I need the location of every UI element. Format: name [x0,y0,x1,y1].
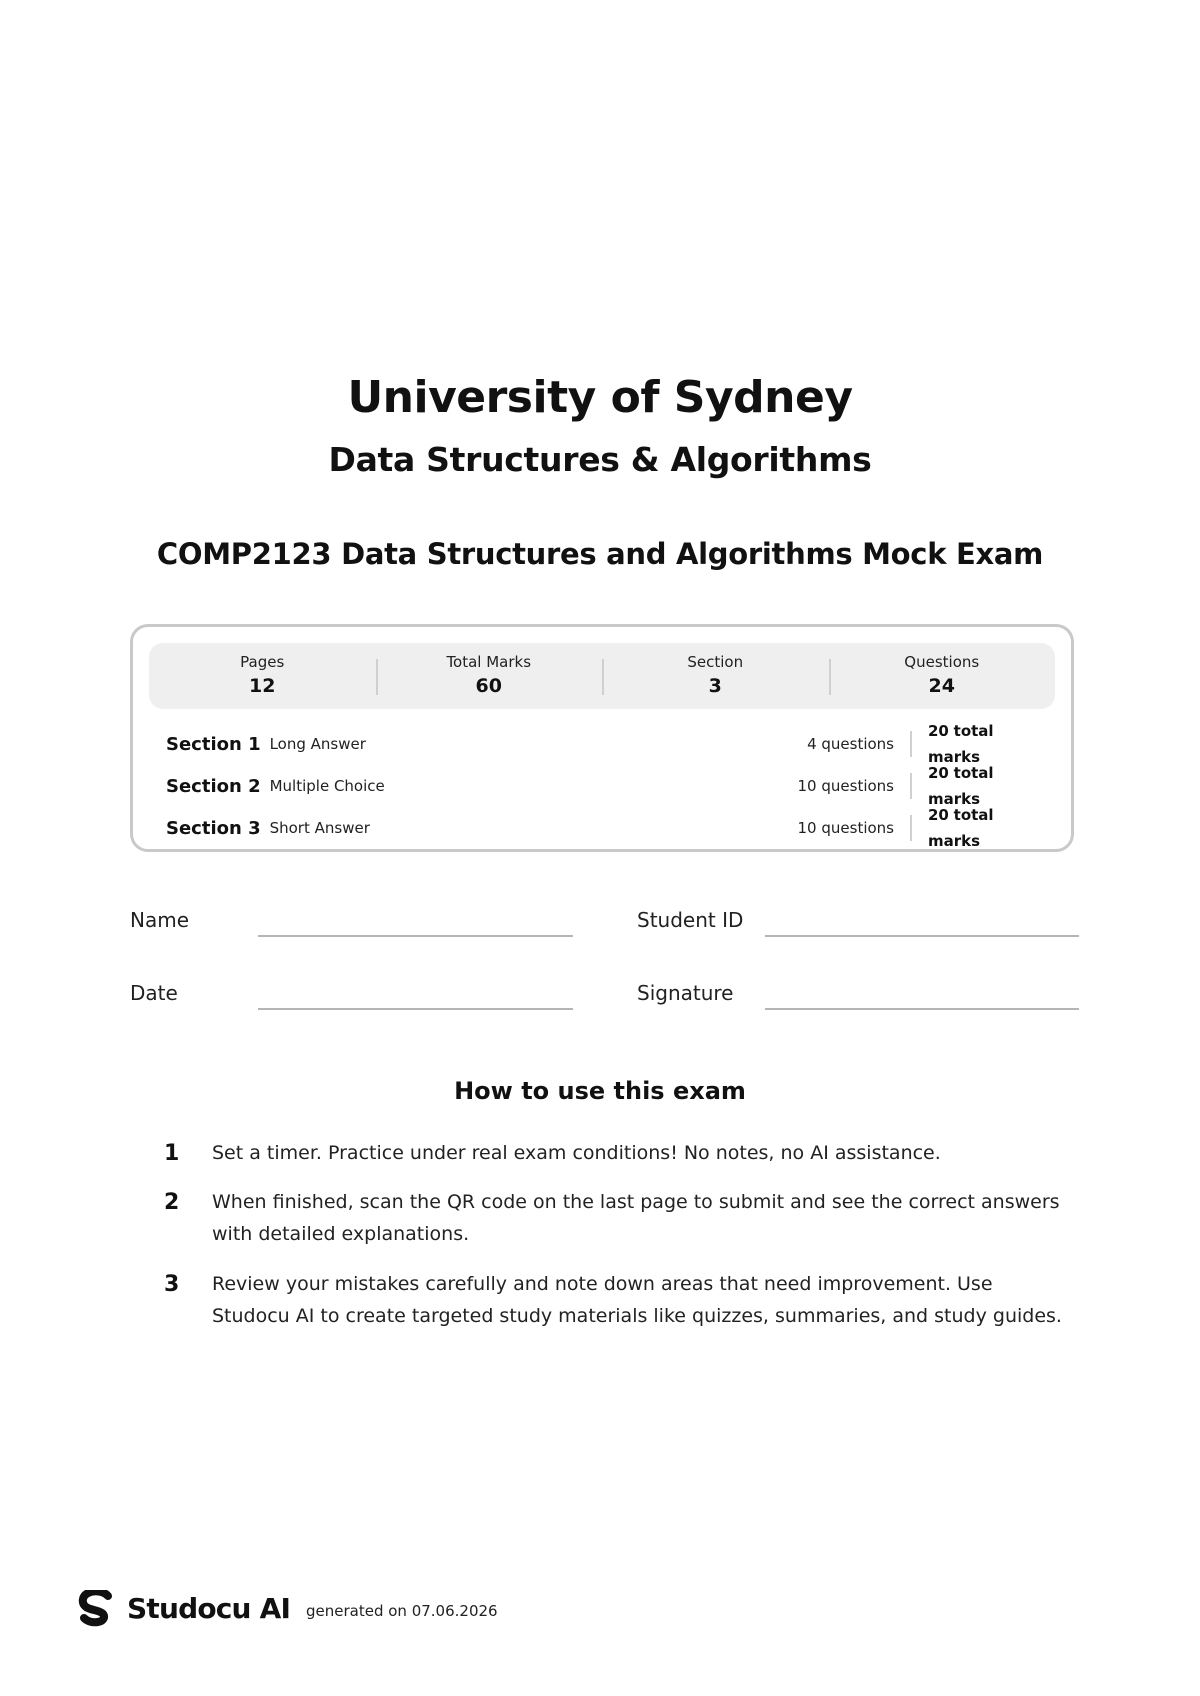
stat-value: 3 [708,675,722,697]
step-number: 2 [164,1190,180,1215]
student-id-field-label: Student ID [637,908,744,932]
section-row-2 [166,764,1038,808]
signature-field-line[interactable] [765,1008,1079,1010]
howto-step-2 [162,1190,1062,1250]
section-question-count: 10 questions [798,773,912,799]
exam-summary-card [130,624,1074,852]
section-row-1 [166,722,1038,766]
footer-generated-date: generated on 07.06.2026 [306,1602,498,1620]
studocu-logo-icon [78,1590,114,1628]
howto-step-3 [162,1272,1062,1332]
section-marks-number: 20 [928,806,949,824]
stat-pages [149,643,376,709]
course-subtitle: Data Structures & Algorithms [328,440,872,479]
date-field-line[interactable] [258,1008,573,1010]
section-question-count: 10 questions [798,815,912,841]
stat-label: Section [687,653,744,671]
signature-field-label: Signature [637,981,734,1005]
stat-label: Pages [240,653,285,671]
name-field-label: Name [130,908,190,932]
section-marks-text: total marks [928,806,994,850]
footer-brand: Studocu AI [127,1592,291,1625]
name-field-line[interactable] [258,935,573,937]
howto-title: How to use this exam [454,1077,746,1105]
section-marks-number: 20 [928,764,949,782]
section-name: Section 3 [166,817,261,839]
step-number: 3 [164,1272,180,1297]
section-marks [912,802,1038,854]
step-number: 1 [164,1141,180,1166]
section-question-count: 4 questions [807,731,912,757]
step-text: Review your mistakes carefully and note down areas that need improvement. Use Studocu AI to create targeted study materials like quizzes, summaries, and study guides. [212,1273,1062,1327]
stats-bar [149,643,1055,709]
stat-total-marks [376,643,603,709]
stat-section [602,643,829,709]
section-marks-text: total marks [928,722,994,766]
stat-questions [829,643,1056,709]
step-text: When finished, scan the QR code on the last page to submit and see the correct answers with detailed explanations. [212,1191,1060,1245]
stat-label: Questions [904,653,980,671]
section-row-3 [166,806,1038,850]
section-type: Multiple Choice [269,777,385,795]
section-marks-number: 20 [928,722,949,740]
step-text: Set a timer. Practice under real exam conditions! No notes, no AI assistance. [212,1142,941,1164]
section-type: Long Answer [269,735,366,753]
howto-step-1 [162,1141,1062,1169]
stat-value: 60 [475,675,502,697]
university-title: University of Sydney [347,372,853,423]
stat-value: 12 [249,675,276,697]
date-field-label: Date [130,981,178,1005]
stat-label: Total Marks [446,653,532,671]
section-name: Section 2 [166,775,261,797]
section-type: Short Answer [269,819,370,837]
exam-title: COMP2123 Data Structures and Algorithms Mock Exam [156,537,1044,571]
section-marks-text: total marks [928,764,994,808]
section-name: Section 1 [166,733,261,755]
stat-value: 24 [928,675,955,697]
student-id-field-line[interactable] [765,935,1079,937]
